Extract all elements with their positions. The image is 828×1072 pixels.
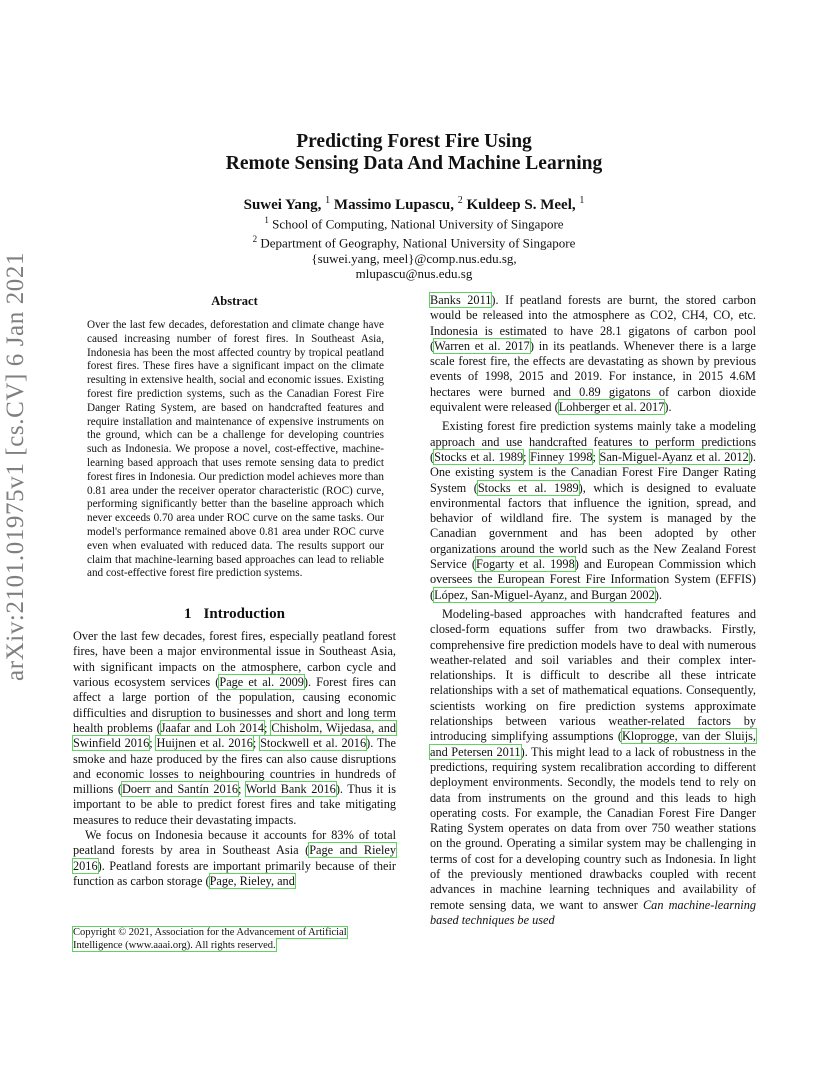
affiliations <box>0 213 828 282</box>
title-line-1: Predicting Forest Fire Using <box>296 131 532 152</box>
citation-link[interactable]: Banks 2011 <box>430 293 492 307</box>
left-column <box>73 293 396 889</box>
copyright-notice <box>73 926 396 952</box>
author-affil-mark: 1 <box>579 195 585 206</box>
text-run: Over the last few decades, forest fires, especially peatland forest fires, have been a major environmental issue in Southeast Asia, with significant impacts on the atmosphere, carbon cycle and various ecosystem services ( <box>73 629 396 690</box>
body-paragraph-3 <box>430 607 756 928</box>
text-run: Existing forest fire prediction systems mainly take a modeling approach and use handcrafted features to perform predictions ( <box>430 419 756 464</box>
text-run: ; <box>252 736 261 751</box>
abstract-heading: Abstract <box>211 294 258 308</box>
paper-title <box>0 131 828 175</box>
section-number: 1 <box>184 606 192 623</box>
citation-link[interactable]: Stockwell et al. 2016 <box>260 736 367 751</box>
arxiv-identifier: arXiv:2101.01975v1 [cs.CV] 6 Jan 2021 <box>2 251 29 681</box>
citation-link[interactable]: Finney 1998 <box>530 449 593 464</box>
citation-link[interactable]: Chisholm, Wijedasa, and Swinfield 2016 <box>73 720 396 751</box>
text-run: Modeling-based approaches with handcrafted features and closed-form equations suffer from two drawbacks. Firstly, comprehensive fire prediction models have to deal with numerous weather-related and soil variables and their complex inter-relationships. It is difficult to describe all these intricate relationships with a set of mathematical equations. Consequently, scientists working on fire prediction systems approximate relationships between various weather-related factors by introducing simplifying assumptions ( <box>430 606 756 744</box>
body-paragraph-2 <box>430 419 756 603</box>
text-run: ; <box>523 449 531 464</box>
text-run: ). Peatland forests are important primarily because of their function as carbon storage ( <box>73 858 396 888</box>
text-run: ) and European Commission which oversees the European Forest Fire Information System (EFFIS) ( <box>430 557 757 602</box>
citation-link[interactable]: Doerr and Santín 2016 <box>121 782 239 797</box>
affil-mark: 1 <box>264 215 269 225</box>
body-paragraph-1 <box>430 293 756 415</box>
abstract-body: Over the last few decades, deforestation and climate change have caused increasing number of forest fires. In Southeast Asia, Indonesia has been the most affected country by tropical peatland forest fires. These fires have a significant impact on the climate resulting in extensive health, social and economic issues. Existing forest fire prediction systems, such as the Canadian Forest Fire Danger Rating System, are based on handcrafted features and require installation and maintenance of expensive instruments on the ground, which can be a challenge for developing countries such as Indonesia. We propose a novel, cost-effective, machine-learning based approach that uses remote sensing data to predict forest fires in Indonesia. Our prediction model achieves more than 0.81 area under the receiver operator characteristic (ROC) curve, performing significantly better than the baseline approach which never exceeds 0.70 area under ROC curve on the same tasks. Our model's performance remained above 0.81 area under ROC curve even when evaluated with reduced data. The results support our claim that machine-learning based approaches can lead to reliable and cost-effective forest fire prediction systems. <box>87 319 384 580</box>
citation-link[interactable]: Page and Rieley 2016 <box>73 843 397 873</box>
citation-link[interactable]: Fogarty et al. 1998 <box>476 557 575 572</box>
text-run: ). <box>664 400 672 415</box>
citation-link[interactable]: Lohberger et al. 2017 <box>558 400 665 415</box>
citation-link[interactable]: López, San-Miguel-Ayanz, and Burgan 2002 <box>434 587 655 602</box>
citation-link[interactable]: San-Miguel-Ayanz et al. 2012 <box>599 449 749 464</box>
affil-text: School of Computing, National University of Singapore <box>272 216 564 232</box>
text-run: We focus on Indonesia because it accounts for 83% of total peatland forests by area in Southeast Asia ( <box>73 828 396 858</box>
text-run: ). The smoke and haze produced by the fires can also cause disruptions and economic losses to neighbouring countries in hundreds of millions ( <box>73 736 396 797</box>
intro-paragraph-1 <box>73 629 396 828</box>
affil-text: Department of Geography, National University of Singapore <box>260 235 576 251</box>
author-name: Kuldeep S. Meel, <box>466 197 576 213</box>
text-run: ). Thus it is important to be able to predict forest fires and take mitigating measures to reduce their devastating impacts. <box>73 782 396 827</box>
text-run: ). This might lead to a lack of robustness in the predictions, requiring system recalibration according to different deployment environments. Secondly, the models tend to rely on data from instruments on the ground and this leads to high operating costs. For example, the Canadian Forest Fire Danger Rating System operates on data from over 750 weather stations on the ground. Operating a similar system may be challenging in terms of cost for a developing country such as Indonesia. In light of the previously mentioned drawbacks coupled with recent advances in machine learning techniques and availability of remote sensing data, we want to answer <box>430 744 757 912</box>
citation-link[interactable]: Page, Rieley, and <box>209 873 295 888</box>
section-title: Introduction <box>203 606 285 623</box>
citation-link[interactable]: Kloprogge, van der Sluijs, and Petersen 2011 <box>430 729 756 759</box>
affiliation-line <box>0 232 828 251</box>
title-line-2: Remote Sensing Data And Machine Learning <box>225 153 603 174</box>
text-run: ). <box>654 587 662 602</box>
author-list <box>0 192 828 214</box>
text-run: ; <box>149 736 157 751</box>
text-run: ; <box>592 449 600 464</box>
citation-link[interactable]: Huijnen et al. 2016 <box>156 736 253 751</box>
citation-link[interactable]: Stocks et al. 1989 <box>434 449 524 464</box>
citation-link[interactable]: Jaafar and Loh 2014 <box>160 720 265 735</box>
text-run: ), which is designed to evaluate environmental factors that influence the ignition, spread, and behavior of wildland fire. The system is managed by the Canadian government and has been adopted by other organizations around the world such as the New Zealand Forest Service ( <box>430 480 756 572</box>
citation-link[interactable]: Stocks et al. 1989 <box>477 480 579 495</box>
right-column <box>430 293 756 928</box>
intro-paragraph-2 <box>73 828 396 889</box>
text-run: ). If peatland forests are burnt, the stored carbon would be released into the atmosphere as CO2, CH4, CO, etc. Indonesia is estimated to have 28.1 gigatons of carbon pool ( <box>430 293 756 353</box>
email-line: {suwei.yang, meel}@comp.nus.edu.sg, <box>311 250 517 266</box>
text-run: ). One existing system is the Canadian Forest Fire Danger Rating System ( <box>430 449 756 495</box>
text-run: ). Forest fires can affect a large portion of the population, causing economic difficulties and disruption to businesses and short and long term health problems ( <box>73 675 396 735</box>
citation-link[interactable]: Page et al. 2009 <box>219 675 304 690</box>
citation-link[interactable]: World Bank 2016 <box>245 782 336 797</box>
author-name: Suwei Yang, <box>243 197 322 213</box>
text-run: ) in its peatlands. Whenever there is a large scale forest fire, the effects are devastating as shown by previous events of 1998, 2015 and 2019. For instance, in 2015 4.6M hectares were burned and 0.89 gigatons of carbon dioxide equivalent were released ( <box>430 338 757 415</box>
text-run: ; <box>264 720 272 735</box>
affiliation-line <box>0 213 828 232</box>
author-affil-mark: 2 <box>457 195 463 206</box>
section-heading <box>73 605 396 623</box>
author-affil-mark: 1 <box>325 195 331 206</box>
author-name: Massimo Lupascu, <box>333 197 454 213</box>
emphasized-text: Can machine-learning based techniques be used <box>430 897 756 927</box>
copyright-link[interactable]: Copyright © 2021, Association for the Advancement of Artificial Intelligence (www.aaai.org). All rights reserved. <box>73 927 347 951</box>
text-run: ; <box>238 782 246 797</box>
affil-mark: 2 <box>252 233 258 244</box>
email-line: mlupascu@nus.edu.sg <box>355 266 473 282</box>
citation-link[interactable]: Warren et al. 2017 <box>434 338 530 353</box>
